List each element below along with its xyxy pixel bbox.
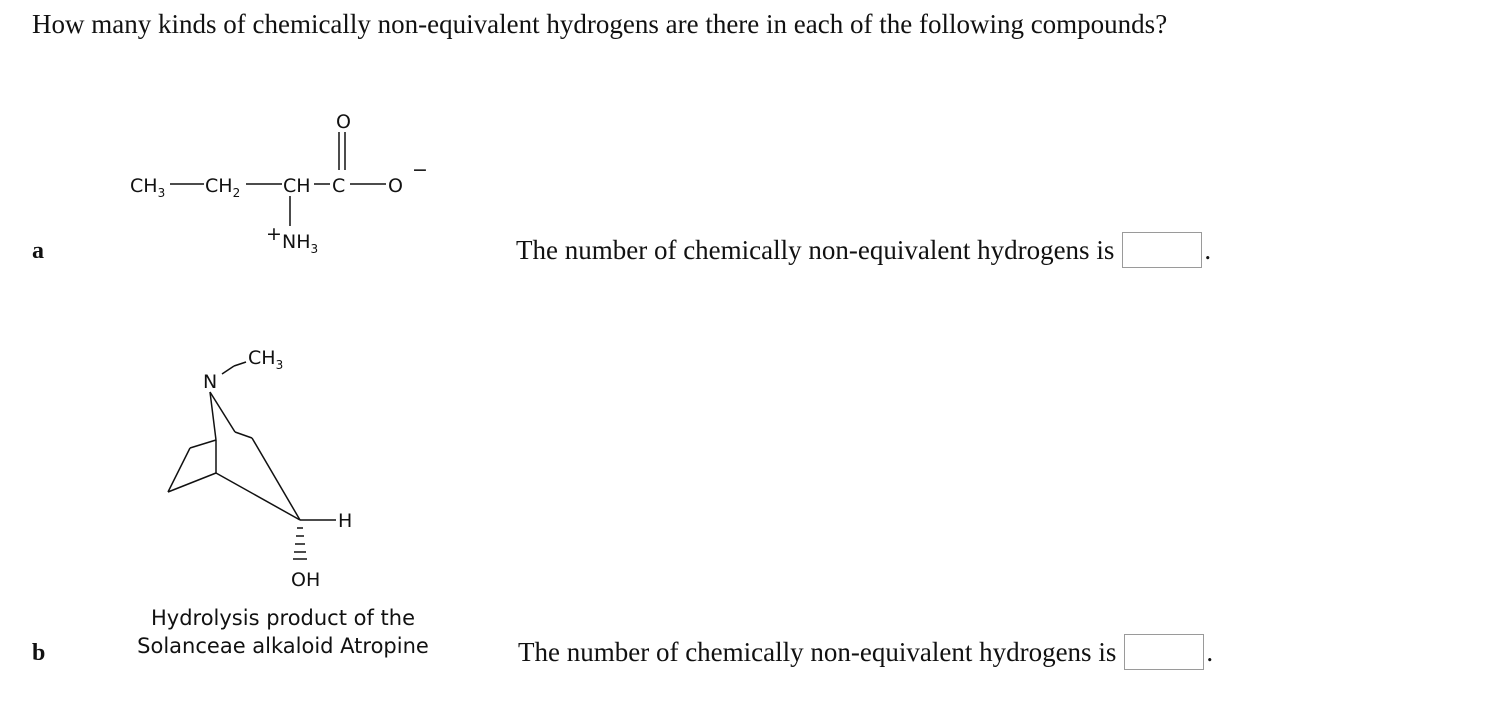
answer-prefix-a: The number of chemically non-equivalent hydrogens is: [516, 234, 1115, 265]
charge-minus: −: [412, 159, 428, 181]
atom-h: H: [338, 510, 353, 532]
bond-ring-3: [190, 440, 216, 448]
caption-line-1: Hydrolysis product of the: [150, 606, 416, 630]
bond-n-me-2: [234, 362, 246, 366]
answer-row-b: [518, 634, 1213, 670]
charge-plus: +: [266, 223, 282, 245]
answer-prefix-b: The number of chemically non-equivalent hydrogens is: [518, 636, 1117, 667]
answer-suffix-b: .: [1206, 636, 1214, 667]
answer-suffix-a: .: [1204, 234, 1212, 265]
caption-line-2: Solanceae alkaloid Atropine: [137, 634, 429, 658]
item-label-b: b: [32, 640, 46, 666]
atom-carbonyl-o: O: [336, 111, 351, 133]
atom-oh: OH: [291, 569, 321, 591]
atom-ch3: $CH_3$: [130, 175, 166, 200]
atom-ch: CH: [283, 175, 311, 197]
item-label-a: a: [32, 238, 44, 264]
atom-o-minus: O: [388, 175, 403, 197]
atom-n: N: [203, 371, 218, 393]
caption-b: [128, 604, 438, 660]
question-text: How many kinds of chemically non-equivalent hydrogens are there in each of the following compounds?: [32, 9, 1168, 39]
atom-ch3-methyl: $CH_3$: [248, 347, 284, 372]
bond-ring-5: [168, 473, 216, 492]
atom-c: C: [332, 175, 346, 197]
bond-ring-2: [252, 438, 300, 520]
bond-ring-7: [216, 473, 300, 520]
answer-input-b[interactable]: [1124, 634, 1204, 670]
atom-nh3: $NH_3$: [282, 231, 319, 256]
bond-n-me-1: [222, 366, 234, 374]
atom-ch2: $CH_2$: [205, 175, 241, 200]
bond-ring-1: [235, 432, 252, 438]
